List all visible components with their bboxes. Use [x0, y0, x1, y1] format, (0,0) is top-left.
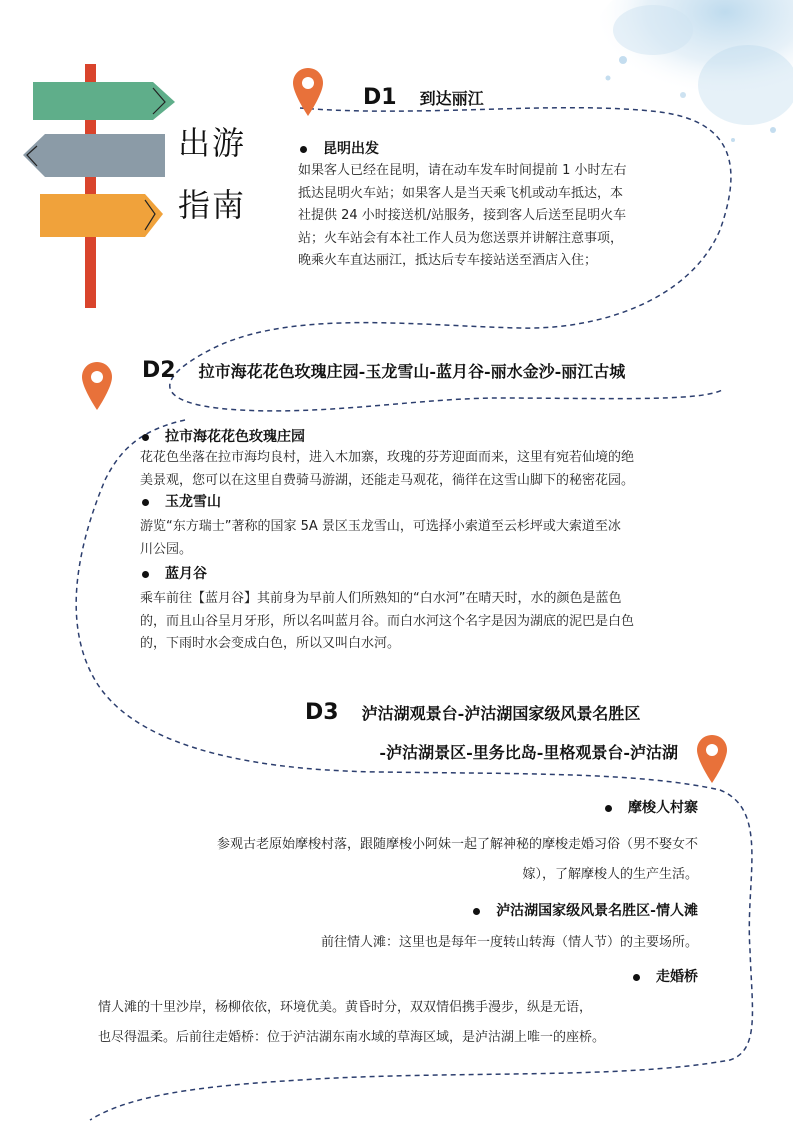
day-heading — [363, 85, 484, 110]
day-code: D1 — [363, 85, 397, 110]
map-pin-icon — [695, 733, 729, 785]
day-code: D2 — [142, 358, 176, 383]
day-route-continued: -泸沽湖景区-里务比岛-里格观景台-泸沽湖 — [379, 743, 678, 762]
bullet-icon — [142, 499, 149, 506]
map-pin-icon — [80, 360, 114, 412]
item-title: 昆明出发 — [300, 138, 379, 158]
title-line-1: 出游 — [178, 124, 247, 162]
item-title: 玉龙雪山 — [142, 491, 221, 511]
item-title: 拉市海花花色玫瑰庄园 — [142, 426, 305, 446]
bullet-icon — [142, 434, 149, 441]
day-code: D3 — [305, 700, 339, 725]
day-heading — [142, 358, 625, 383]
signpost-illustration — [15, 62, 180, 312]
item-description: 情人滩的十里沙岸，杨柳依依，环境优美。黄昏时分，双双情侣携手漫步，纵是无语， 也尽得温柔。后前往走婚桥：位于泸沽湖东南水域的草海区域，是泸沽湖上唯一的座桥。 — [98, 1000, 606, 1045]
map-pin-icon — [291, 66, 325, 118]
item-description: 前往情人滩：这里也是每年一度转山转海（情人节）的主要场所。 — [320, 935, 698, 950]
item-description: 乘车前往【蓝月谷】其前身为早前人们所熟知的“白水河”在晴天时，水的颜色是蓝色 的，而且山谷呈月牙形，所以名叫蓝月谷。而白水河这个名字是因为湖底的泥巴是白色 的，下雨时水会变成白色，所以又叫白水河。 — [140, 591, 635, 651]
bullet-icon — [142, 571, 149, 578]
day-route: 泸沽湖观景台-泸沽湖国家级风景名胜区 — [361, 704, 641, 723]
item-title: 摩梭人村寨 — [605, 797, 698, 817]
title-line-2: 指南 — [178, 186, 247, 224]
item-description: 如果客人已经在昆明，请在动车发车时间提前 1 小时左右 抵达昆明火车站；如果客人是当天乘飞机或动车抵达，本 社提供 24 小时接送机/站服务，接到客人后送至昆明火车 站；火车站会有本社工作人员为您送票并讲解注意事项， 晚乘火车直达丽江，抵达后专车接站送至酒店入住； — [298, 163, 627, 268]
item-title: 走婚桥 — [633, 966, 698, 986]
item-description: 花花色坐落在拉市海均良村，进入木加寨，玫瑰的芬芳迎面而来，这里有宛若仙境的绝 美景观，您可以在这里自费骑马游湖，还能走马观花，徜徉在这雪山脚下的秘密花园。 — [140, 450, 635, 488]
day-heading — [305, 700, 640, 725]
item-title: 泸沽湖国家级风景名胜区-情人滩 — [473, 900, 698, 920]
bullet-icon — [605, 805, 612, 812]
day-route: 到达丽江 — [419, 89, 484, 108]
item-title: 蓝月谷 — [142, 563, 207, 583]
bullet-icon — [300, 146, 307, 153]
bullet-icon — [633, 974, 640, 981]
bullet-icon — [473, 908, 480, 915]
item-description: 游览“东方瑞士”著称的国家 5A 景区玉龙雪山，可选择小索道至云杉坪或大索道至冰 川公园。 — [140, 519, 621, 557]
day-route: 拉市海花花色玫瑰庄园-玉龙雪山-蓝月谷-丽水金沙-丽江古城 — [198, 362, 626, 381]
item-description: 参观古老原始摩梭村落，跟随摩梭小阿妹一起了解神秘的摩梭走婚习俗（男不娶女不 嫁），了解摩梭人的生产生活。 — [216, 837, 698, 882]
